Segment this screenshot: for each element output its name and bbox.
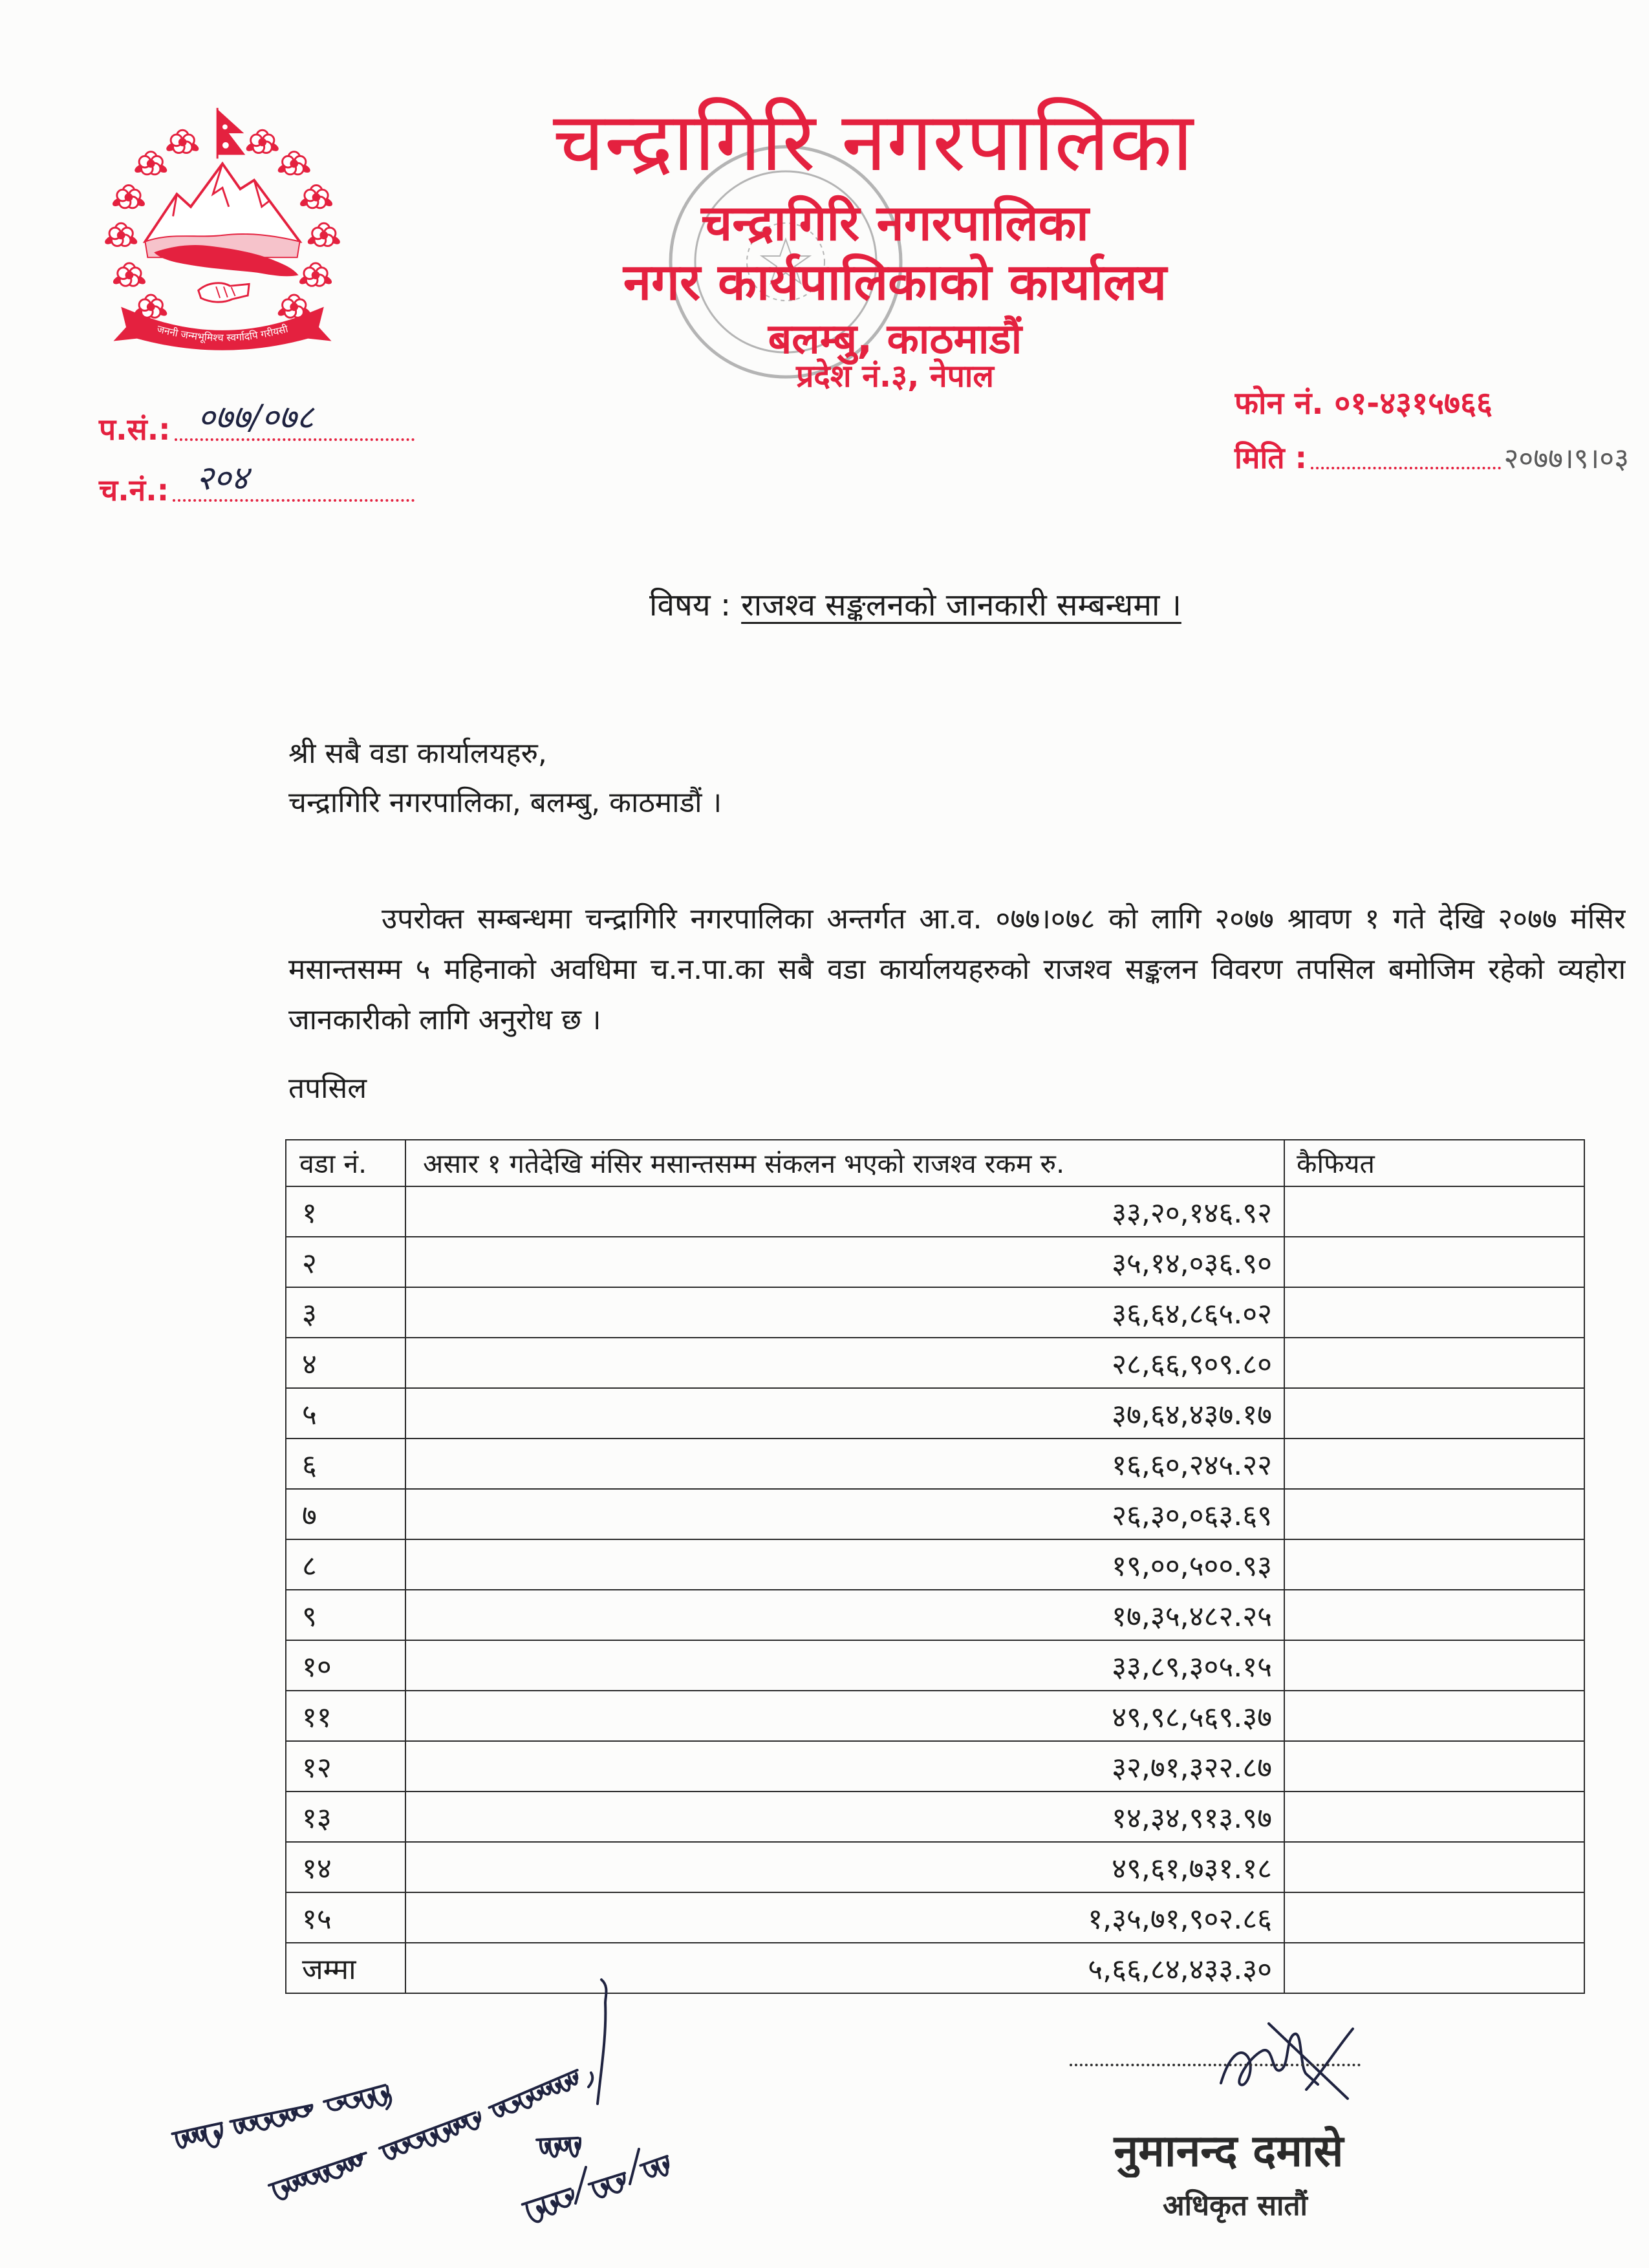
handwriting-stroke [523, 2189, 573, 2222]
remarks-cell [1284, 1489, 1584, 1539]
table-row [286, 1489, 1584, 1539]
handshake-icon [199, 283, 249, 302]
remarks-cell [1284, 1943, 1584, 1993]
municipality-emblem-icon [93, 105, 352, 359]
handwritten-note [149, 1977, 705, 2262]
revenue-table [285, 1139, 1585, 1994]
signature-dotted-line [1070, 2064, 1361, 2066]
remarks-cell [1284, 1539, 1584, 1590]
patra-sankhya-dotted-line [175, 398, 415, 441]
patra-sankhya-value: ०७७/०७८ [197, 398, 314, 437]
chalani-number-row [99, 459, 415, 509]
handwriting-stroke [630, 2149, 639, 2184]
remarks-cell [1284, 1590, 1584, 1640]
table-row [286, 1741, 1584, 1792]
municipality-title: चन्द्रागिरि नगरपालिका [552, 94, 1194, 189]
remarks-cell [1284, 1842, 1584, 1892]
handwriting-stroke [598, 1980, 607, 2104]
remarks-cell [1284, 1741, 1584, 1792]
table-header-row [286, 1140, 1584, 1186]
ward-number-cell: ५ [286, 1388, 405, 1439]
revenue-table-body [286, 1186, 1584, 1993]
mountain-icon [145, 164, 299, 257]
revenue-amount-cell: ३७,६४,४३७.१७ [405, 1388, 1284, 1439]
ward-number-cell: १५ [286, 1892, 405, 1943]
addressee-line-2: चन्द्रागिरि नगरपालिका, बलम्बु, काठमाडौं । [288, 786, 722, 819]
revenue-amount-cell: १४,३४,९१३.९७ [405, 1792, 1284, 1842]
table-row [286, 1388, 1584, 1439]
annex-label: तपसिल [288, 1072, 367, 1105]
handwriting-stroke [490, 2070, 577, 2116]
chalani-number-value: २०४ [196, 459, 249, 498]
ward-number-cell: ७ [286, 1489, 405, 1539]
revenue-amount-cell: ४९,९८,५६९.३७ [405, 1691, 1284, 1741]
date-row [1234, 434, 1629, 477]
ward-number-cell: १ [286, 1186, 405, 1237]
office-name: नगर कार्यपालिकाको कार्यालय [623, 253, 1167, 312]
remarks-cell [1284, 1338, 1584, 1388]
chalani-number-dotted-line [173, 459, 415, 502]
remarks-cell [1284, 1186, 1584, 1237]
table-row [286, 1237, 1584, 1287]
remarks-cell [1284, 1892, 1584, 1943]
revenue-amount-cell: ३५,१४,०३६.९० [405, 1237, 1284, 1287]
office-phone: फोन नं. ०१-४३१५७६६ [1234, 385, 1493, 422]
revenue-amount-cell: १,३५,७१,९०२.८६ [405, 1892, 1284, 1943]
header-remarks: कैफियत [1284, 1140, 1584, 1186]
ward-number-cell: ३ [286, 1287, 405, 1338]
municipality-title-stylized: चन्द्रागिरि नगरपालिका [701, 194, 1089, 251]
handwriting-stroke [172, 2123, 221, 2148]
date-value: २०७७।९।०३ [1503, 442, 1629, 475]
subject-text: राजश्व सङ्कलनको जानकारी सम्बन्धमा । [741, 587, 1181, 623]
revenue-amount-cell: १७,३५,४८२.२५ [405, 1590, 1284, 1640]
office-address: बलम्बु, काठमाडौं [768, 316, 1022, 363]
table-row [286, 1439, 1584, 1489]
revenue-amount-cell: २६,३०,०६३.६९ [405, 1489, 1284, 1539]
date-label: मिति : [1234, 440, 1307, 475]
handwriting-stroke [230, 2105, 312, 2133]
revenue-amount-cell: २८,६६,९०९.८० [405, 1338, 1284, 1388]
table-row [286, 1338, 1584, 1388]
table-row [286, 1186, 1584, 1237]
table-row [286, 1892, 1584, 1943]
revenue-amount-cell: ४९,६१,७३१.१८ [405, 1842, 1284, 1892]
patra-sankhya-row [99, 398, 415, 449]
handwriting-stroke [324, 2085, 388, 2110]
remarks-cell [1284, 1237, 1584, 1287]
table-row [286, 1590, 1584, 1640]
handwriting-stroke [640, 2156, 668, 2176]
handwriting-stroke [576, 2167, 586, 2203]
handwriting-stroke [588, 2073, 592, 2087]
ward-number-cell: १० [286, 1640, 405, 1691]
office-province: प्रदेश नं.३, नेपाल [796, 358, 994, 394]
remarks-cell [1284, 1439, 1584, 1489]
revenue-amount-cell: ३६,६४,८६५.०२ [405, 1287, 1284, 1338]
table-row [286, 1842, 1584, 1892]
handwriting-stroke [537, 2138, 580, 2157]
ward-number-cell: २ [286, 1237, 405, 1287]
ward-number-cell: १२ [286, 1741, 405, 1792]
signature [1209, 2012, 1358, 2109]
subject-line [649, 582, 1490, 628]
revenue-amount-cell: ३२,७१,३२२.८७ [405, 1741, 1284, 1792]
addressee-line-1: श्री सबै वडा कार्यालयहरु, [288, 737, 547, 770]
emblem-motto: जननी जन्मभूमिश्च स्वर्गादपि गरीयसी [155, 322, 290, 344]
remarks-cell [1284, 1792, 1584, 1842]
header-revenue-amount: असार १ गतेदेखि मंसिर मसान्तसम्म संकलन भएको राजश्व रकम रु. [405, 1140, 1284, 1186]
date-dotted-line [1311, 467, 1502, 469]
handwriting-stroke [589, 2173, 625, 2197]
total-label-cell: जम्मा [286, 1943, 405, 1993]
remarks-cell [1284, 1691, 1584, 1741]
revenue-amount-cell: १६,६०,२४५.२२ [405, 1439, 1284, 1489]
handwriting-stroke [269, 2153, 366, 2199]
remarks-cell [1284, 1388, 1584, 1439]
table-row [286, 1287, 1584, 1338]
ward-number-cell: ४ [286, 1338, 405, 1388]
table-row [286, 1640, 1584, 1691]
letter-body: उपरोक्त सम्बन्धमा चन्द्रागिरि नगरपालिका अन्तर्गत आ.व. ०७७।०७८ को लागि २०७७ श्रावण १ गते देखि २०७७ मंसिर मसान्तसम्म ५ महिनाको अवधिमा च.न.पा.का सबै वडा कार्यालयहरुको राजश्व सङ्कलन विवरण तपसिल बमोजिम रहेको व्यहोरा जानकारीको लागि अनुरोध छ । [288, 903, 1626, 1036]
revenue-amount-cell: ३३,८९,३०५.१५ [405, 1640, 1284, 1691]
patra-sankhya-label: प.सं.: [99, 412, 171, 447]
ward-number-cell: ६ [286, 1439, 405, 1489]
chalani-number-label: च.नं.: [99, 473, 169, 508]
ward-number-cell: ८ [286, 1539, 405, 1590]
ward-number-cell: ९ [286, 1590, 405, 1640]
remarks-cell [1284, 1640, 1584, 1691]
ward-number-cell: १४ [286, 1842, 405, 1892]
subject-label: विषय : [649, 587, 731, 623]
header-ward-number: वडा नं. [286, 1140, 405, 1186]
ward-number-cell: १३ [286, 1792, 405, 1842]
total-amount-cell: ५,६६,८४,४३३.३० [405, 1943, 1284, 1993]
table-row [286, 1792, 1584, 1842]
signatory-designation: अधिकृत सातौं [1163, 2189, 1308, 2222]
table-row [286, 1691, 1584, 1741]
revenue-amount-cell: १९,००,५००.९३ [405, 1539, 1284, 1590]
nepal-flag-icon [217, 108, 245, 158]
remarks-cell [1284, 1287, 1584, 1338]
handwriting-stroke [380, 2112, 480, 2159]
ward-number-cell: ११ [286, 1691, 405, 1741]
revenue-amount-cell: ३३,२०,१४६.९२ [405, 1186, 1284, 1237]
table-row [286, 1539, 1584, 1590]
signatory-name: नुमानन्द दमासे [1114, 2126, 1344, 2177]
